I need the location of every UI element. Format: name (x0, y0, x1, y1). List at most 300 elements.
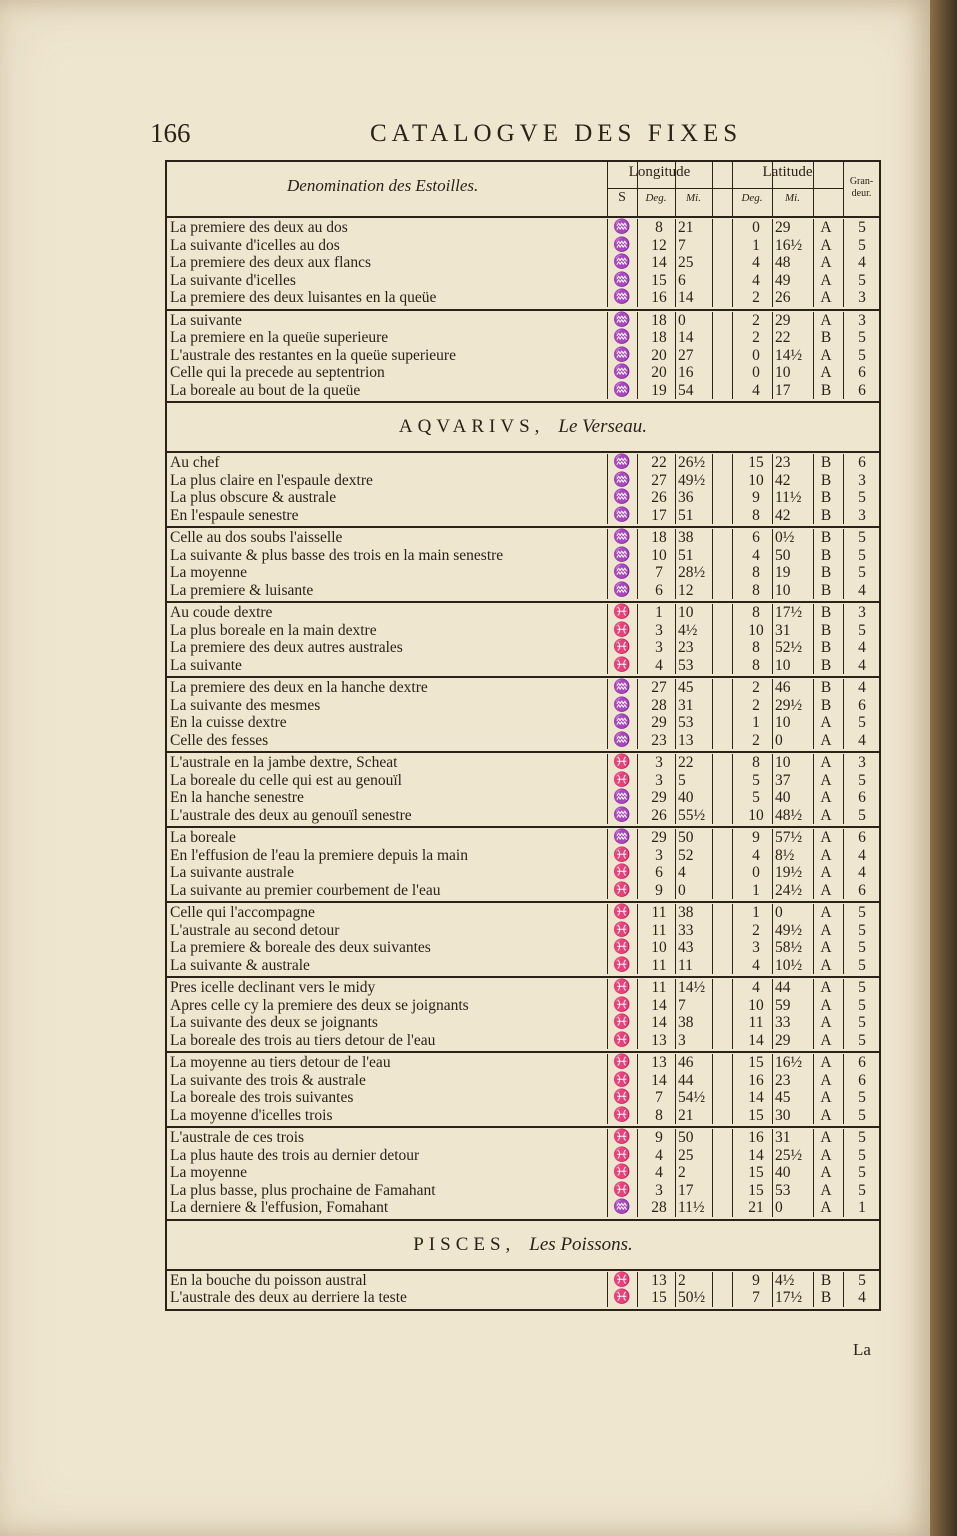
column-rule (813, 1199, 814, 1217)
star-name: L'australe en la jambe dextre, Scheat (170, 754, 398, 771)
zodiac-sign: ♓ (613, 1290, 631, 1305)
table-row (167, 382, 879, 400)
column-rule (772, 1289, 773, 1307)
star-group (167, 1128, 879, 1221)
star-name: La boreale au bout de la queüe (170, 381, 361, 399)
column-rule (637, 564, 638, 582)
column-rule (637, 732, 638, 750)
column-rule (637, 254, 638, 272)
column-rule (637, 679, 638, 697)
column-rule (813, 789, 814, 807)
column-rule (675, 1032, 676, 1050)
latitude-degrees: 4 (752, 546, 760, 564)
latitude-minutes: 48½ (775, 806, 803, 824)
star-name: La premiere des deux luisantes en la queüe (170, 289, 437, 306)
column-rule (675, 939, 676, 957)
longitude-minutes: 7 (678, 236, 686, 254)
column-rule (712, 347, 713, 365)
star-name: La plus obscure & australe (170, 489, 337, 506)
column-rule (675, 1147, 676, 1165)
column-rule (813, 289, 814, 307)
column-rule (843, 922, 844, 940)
zodiac-sign: ♒ (613, 582, 631, 598)
column-rule (813, 507, 814, 525)
magnitude: 5 (858, 1031, 866, 1049)
column-rule (607, 382, 608, 400)
zodiac-sign: ♓ (613, 957, 631, 973)
latitude-direction: B (820, 546, 832, 564)
column-rule (675, 957, 676, 975)
star-name: Pres icelle declinant vers le midy (170, 979, 376, 996)
column-rule (675, 697, 676, 715)
column-rule (843, 382, 844, 400)
star-group (167, 218, 879, 311)
column-rule (712, 237, 713, 255)
column-rule (712, 329, 713, 347)
longitude-degrees: 3 (655, 639, 663, 656)
table-row (167, 564, 879, 582)
column-rule (813, 1032, 814, 1050)
column-rule (843, 1272, 844, 1290)
latitude-degrees: 4 (752, 254, 760, 271)
column-rule (772, 1107, 773, 1125)
column-rule (607, 1014, 608, 1032)
column-rule (813, 347, 814, 365)
column-rule (712, 754, 713, 772)
column-rule (732, 329, 733, 347)
table-row (167, 289, 879, 307)
column-rule (772, 1182, 773, 1200)
column-rule (772, 1014, 773, 1032)
longitude-minutes: 23 (678, 639, 694, 656)
zodiac-sign: ♓ (613, 755, 631, 770)
star-name: La suivante d'icelles au dos (170, 236, 340, 254)
column-rule (675, 922, 676, 940)
column-rule (843, 1032, 844, 1050)
column-rule (607, 754, 608, 772)
star-name: Celle qui l'accompagne (170, 904, 315, 921)
column-rule (607, 789, 608, 807)
column-rule (637, 1089, 638, 1107)
zodiac-sign: ♓ (613, 605, 631, 620)
zodiac-sign: ♓ (613, 640, 631, 655)
column-rule (772, 219, 773, 237)
column-rule (637, 1129, 638, 1147)
magnitude: 5 (858, 771, 866, 789)
column-rule (675, 547, 676, 565)
zodiac-sign: ♒ (613, 790, 631, 805)
column-rule (607, 864, 608, 882)
column-rule (772, 697, 773, 715)
running-head (150, 118, 870, 158)
column-rule (637, 1289, 638, 1307)
longitude-minutes: 50 (678, 1129, 694, 1146)
column-rule (712, 1054, 713, 1072)
star-name: En la cuisse dextre (170, 714, 287, 731)
column-rule (813, 1147, 814, 1165)
column-rule (712, 364, 713, 382)
column-rule (813, 732, 814, 750)
longitude-degrees: 4 (655, 656, 663, 674)
column-rule (813, 1164, 814, 1182)
star-name: En la bouche du poisson austral (170, 1271, 367, 1289)
column-rule (843, 1164, 844, 1182)
magnitude: 3 (858, 471, 866, 489)
zodiac-sign: ♓ (613, 922, 631, 938)
magnitude: 5 (858, 956, 866, 974)
star-name: La suivante des deux se joignants (170, 1014, 378, 1031)
column-rule (813, 714, 814, 732)
column-rule (637, 789, 638, 807)
longitude-degrees: 27 (651, 471, 667, 489)
column-rule (772, 1054, 773, 1072)
column-rule (675, 1199, 676, 1217)
column-rule (772, 1072, 773, 1090)
column-rule (732, 1014, 733, 1032)
latitude-direction: A (820, 219, 832, 236)
star-name: La suivante au premier courbement de l'eau (170, 881, 441, 899)
column-rule (637, 997, 638, 1015)
column-rule (637, 489, 638, 507)
latitude-degrees: 11 (748, 1014, 764, 1031)
column-rule (732, 904, 733, 922)
latitude-minutes: 31 (775, 621, 791, 639)
latitude-degrees: 3 (752, 939, 760, 956)
column-rule (843, 697, 844, 715)
latitude-degrees: 2 (752, 696, 760, 714)
magnitude: 1 (858, 1199, 866, 1216)
column-rule (843, 1147, 844, 1165)
zodiac-sign: ♓ (613, 657, 631, 673)
zodiac-sign: ♓ (613, 1107, 631, 1123)
constellation-name: AQVARIVS, (398, 416, 545, 437)
column-rule (607, 1107, 608, 1125)
column-rule (843, 997, 844, 1015)
table-row (167, 864, 879, 882)
column-rule (732, 1272, 733, 1290)
constellation-heading (167, 1221, 879, 1271)
column-rule (732, 1107, 733, 1125)
column-rule (732, 529, 733, 547)
table-row (167, 714, 879, 732)
column-rule (843, 347, 844, 365)
star-name: En l'espaule senestre (170, 506, 299, 524)
magnitude: 6 (858, 364, 866, 381)
latitude-direction: A (820, 771, 832, 789)
magnitude: 4 (858, 679, 866, 696)
star-group (167, 311, 879, 404)
column-rule (772, 904, 773, 922)
column-rule (675, 1289, 676, 1307)
latitude-degrees: 0 (752, 346, 760, 364)
column-rule (732, 312, 733, 330)
column-rule (732, 507, 733, 525)
column-rule (772, 772, 773, 790)
column-rule (772, 272, 773, 290)
column-rule (813, 1107, 814, 1125)
column-rule (675, 829, 676, 847)
column-rule (732, 219, 733, 237)
column-rule (712, 922, 713, 940)
star-group (167, 978, 879, 1053)
column-rule (772, 529, 773, 547)
column-rule (675, 529, 676, 547)
table-row (167, 329, 879, 347)
longitude-minutes: 13 (678, 731, 694, 749)
column-rule (843, 604, 844, 622)
column-rule (675, 807, 676, 825)
star-name: En l'effusion de l'eau la premiere depuis la main (170, 846, 468, 864)
star-name: La plus basse, plus prochaine de Famahant (170, 1181, 436, 1199)
column-rule (772, 237, 773, 255)
latitude-minutes: 33 (775, 1014, 791, 1031)
table-row (167, 979, 879, 997)
zodiac-sign: ♒ (613, 382, 631, 398)
column-rule (813, 697, 814, 715)
latitude-degrees: 10 (748, 996, 764, 1014)
column-rule (772, 679, 773, 697)
column-rule (607, 604, 608, 622)
latitude-minutes: 10 (775, 656, 791, 674)
latitude-direction: A (820, 754, 832, 771)
table-row (167, 679, 879, 697)
magnitude: 4 (858, 656, 866, 674)
column-rule (712, 1289, 713, 1307)
column-rule (843, 939, 844, 957)
latitude-degrees: 1 (752, 236, 760, 254)
column-rule (675, 1129, 676, 1147)
star-name: La suivante des mesmes (170, 696, 321, 714)
star-group (167, 753, 879, 828)
table-row (167, 789, 879, 807)
column-rule (843, 847, 844, 865)
column-rule (813, 997, 814, 1015)
latitude-degrees: 7 (752, 1289, 760, 1306)
longitude-degrees: 14 (651, 254, 667, 271)
column-rule (772, 997, 773, 1015)
latitude-direction: B (820, 1271, 832, 1289)
column-rule (732, 657, 733, 675)
column-rule (637, 272, 638, 290)
star-name: En la hanche senestre (170, 789, 304, 806)
column-rule (732, 697, 733, 715)
latitude-direction: A (820, 1199, 832, 1216)
latitude-minutes: 29 (775, 311, 791, 329)
longitude-minutes: 17 (678, 1181, 694, 1199)
star-name: La premiere des deux autres australes (170, 639, 403, 656)
longitude-minutes: 22 (678, 754, 694, 771)
column-rule (843, 807, 844, 825)
column-rule (732, 289, 733, 307)
latitude-degrees: 4 (752, 979, 760, 996)
zodiac-sign: ♒ (613, 565, 631, 580)
longitude-minutes: 7 (678, 996, 686, 1014)
column-rule (675, 847, 676, 865)
column-rule (732, 489, 733, 507)
magnitude: 4 (858, 846, 866, 864)
latitude-degrees: 15 (748, 1164, 764, 1181)
latitude-minutes: 10½ (775, 956, 803, 974)
table-row (167, 829, 879, 847)
column-rule (675, 1072, 676, 1090)
table-row (167, 529, 879, 547)
column-rule (732, 807, 733, 825)
page-number: 166 (150, 118, 191, 148)
star-name: L'australe des deux au genouïl senestre (170, 806, 412, 824)
column-rule (843, 582, 844, 600)
magnitude: 5 (858, 346, 866, 364)
longitude-degrees: 16 (651, 289, 667, 306)
latitude-minutes: 16½ (775, 236, 803, 254)
column-rule (772, 847, 773, 865)
star-name: L'australe au second detour (170, 921, 340, 939)
column-rule (813, 1289, 814, 1307)
column-rule (732, 472, 733, 490)
latitude-minutes: 50 (775, 546, 791, 564)
longitude-minutes: 38 (678, 1014, 694, 1031)
latitude-direction: A (820, 364, 832, 381)
column-rule (607, 1089, 608, 1107)
column-rule (637, 604, 638, 622)
magnitude: 4 (858, 1289, 866, 1306)
column-rule (772, 472, 773, 490)
magnitude: 5 (858, 939, 866, 956)
longitude-minutes: 25 (678, 254, 694, 271)
column-rule (843, 957, 844, 975)
longitude-degrees: 29 (651, 829, 667, 846)
star-name: Celle des fesses (170, 731, 269, 749)
latitude-minutes: 52½ (775, 639, 803, 656)
column-rule (675, 489, 676, 507)
table-row (167, 1182, 879, 1200)
column-rule (607, 772, 608, 790)
column-rule (712, 957, 713, 975)
latitude-degrees: 4 (752, 956, 760, 974)
latitude-degrees: 14 (748, 1089, 764, 1106)
table-row (167, 882, 879, 900)
running-title: CATALOGVE DES FIXES (370, 120, 743, 147)
longitude-minutes: 12 (678, 581, 694, 599)
column-rule (843, 679, 844, 697)
table-row (167, 507, 879, 525)
denomination-header: Denomination des Estoilles. (287, 176, 479, 195)
longitude-minutes: 6 (678, 271, 686, 289)
magnitude: 5 (858, 979, 866, 996)
zodiac-sign: ♒ (613, 507, 631, 523)
column-rule (732, 1054, 733, 1072)
column-rule (772, 364, 773, 382)
column-rule (813, 564, 814, 582)
column-rule (813, 364, 814, 382)
column-rule (772, 714, 773, 732)
column-rule (607, 714, 608, 732)
column-rule (675, 564, 676, 582)
longitude-degrees: 3 (655, 621, 663, 639)
column-rule (813, 772, 814, 790)
table-row (167, 939, 879, 957)
column-rule (607, 272, 608, 290)
column-rule (607, 957, 608, 975)
column-rule (712, 864, 713, 882)
longitude-degrees: 15 (651, 1289, 667, 1306)
latitude-minutes: 10 (775, 754, 791, 771)
latitude-minutes: 17 (775, 381, 791, 399)
star-name: La plus haute des trois au dernier detour (170, 1146, 420, 1164)
column-rule (607, 347, 608, 365)
star-name: La moyenne d'icelles trois (170, 1106, 333, 1124)
column-rule (772, 1089, 773, 1107)
magnitude: 4 (858, 864, 866, 881)
zodiac-sign: ♒ (613, 290, 631, 305)
column-rule (732, 1164, 733, 1182)
table-row (167, 997, 879, 1015)
column-rule (607, 732, 608, 750)
latitude-degrees: 9 (752, 1271, 760, 1289)
star-name: La moyenne (170, 1164, 248, 1181)
magnitude: 6 (858, 381, 866, 399)
latitude-minutes: 59 (775, 996, 791, 1014)
column-rule (843, 529, 844, 547)
longitude-minutes: 2 (678, 1164, 686, 1181)
column-rule (607, 904, 608, 922)
column-rule (607, 454, 608, 472)
latitude-degrees: 10 (748, 806, 764, 824)
latitude-direction: B (820, 604, 832, 621)
column-rule (712, 1014, 713, 1032)
column-rule (813, 1054, 814, 1072)
longitude-degrees: 7 (655, 1089, 663, 1106)
star-group (167, 678, 879, 753)
longitude-degrees: 20 (651, 364, 667, 381)
column-rule (607, 329, 608, 347)
zodiac-sign: ♒ (613, 807, 631, 823)
column-rule (732, 604, 733, 622)
column-rule (732, 997, 733, 1015)
latitude-direction: A (820, 254, 832, 271)
column-rule (772, 547, 773, 565)
table-row (167, 657, 879, 675)
magnitude: 5 (858, 329, 866, 346)
latitude-minutes: 46 (775, 679, 791, 696)
magnitude: 5 (858, 1106, 866, 1124)
longitude-minutes: 4 (678, 864, 686, 881)
longitude-degrees: 11 (651, 979, 667, 996)
latitude-direction: A (820, 289, 832, 306)
zodiac-sign: ♓ (613, 865, 631, 880)
latitude-degrees: 16 (748, 1129, 764, 1146)
latitude-minutes: 42 (775, 471, 791, 489)
column-rule (813, 582, 814, 600)
column-rule (843, 219, 844, 237)
column-rule (813, 312, 814, 330)
latitude-direction: A (820, 1181, 832, 1199)
column-rule (772, 1199, 773, 1217)
column-rule (607, 547, 608, 565)
column-rule (637, 1199, 638, 1217)
latitude-direction: B (820, 581, 832, 599)
zodiac-sign: ♓ (613, 1032, 631, 1048)
column-rule (843, 732, 844, 750)
column-rule (637, 347, 638, 365)
column-rule (637, 847, 638, 865)
column-rule (607, 922, 608, 940)
longitude-degrees: 22 (651, 454, 667, 471)
column-rule (732, 847, 733, 865)
longitude-minutes: 50½ (678, 1289, 706, 1306)
table-header (167, 160, 879, 218)
zodiac-sign: ♒ (613, 220, 631, 235)
column-rule (712, 272, 713, 290)
